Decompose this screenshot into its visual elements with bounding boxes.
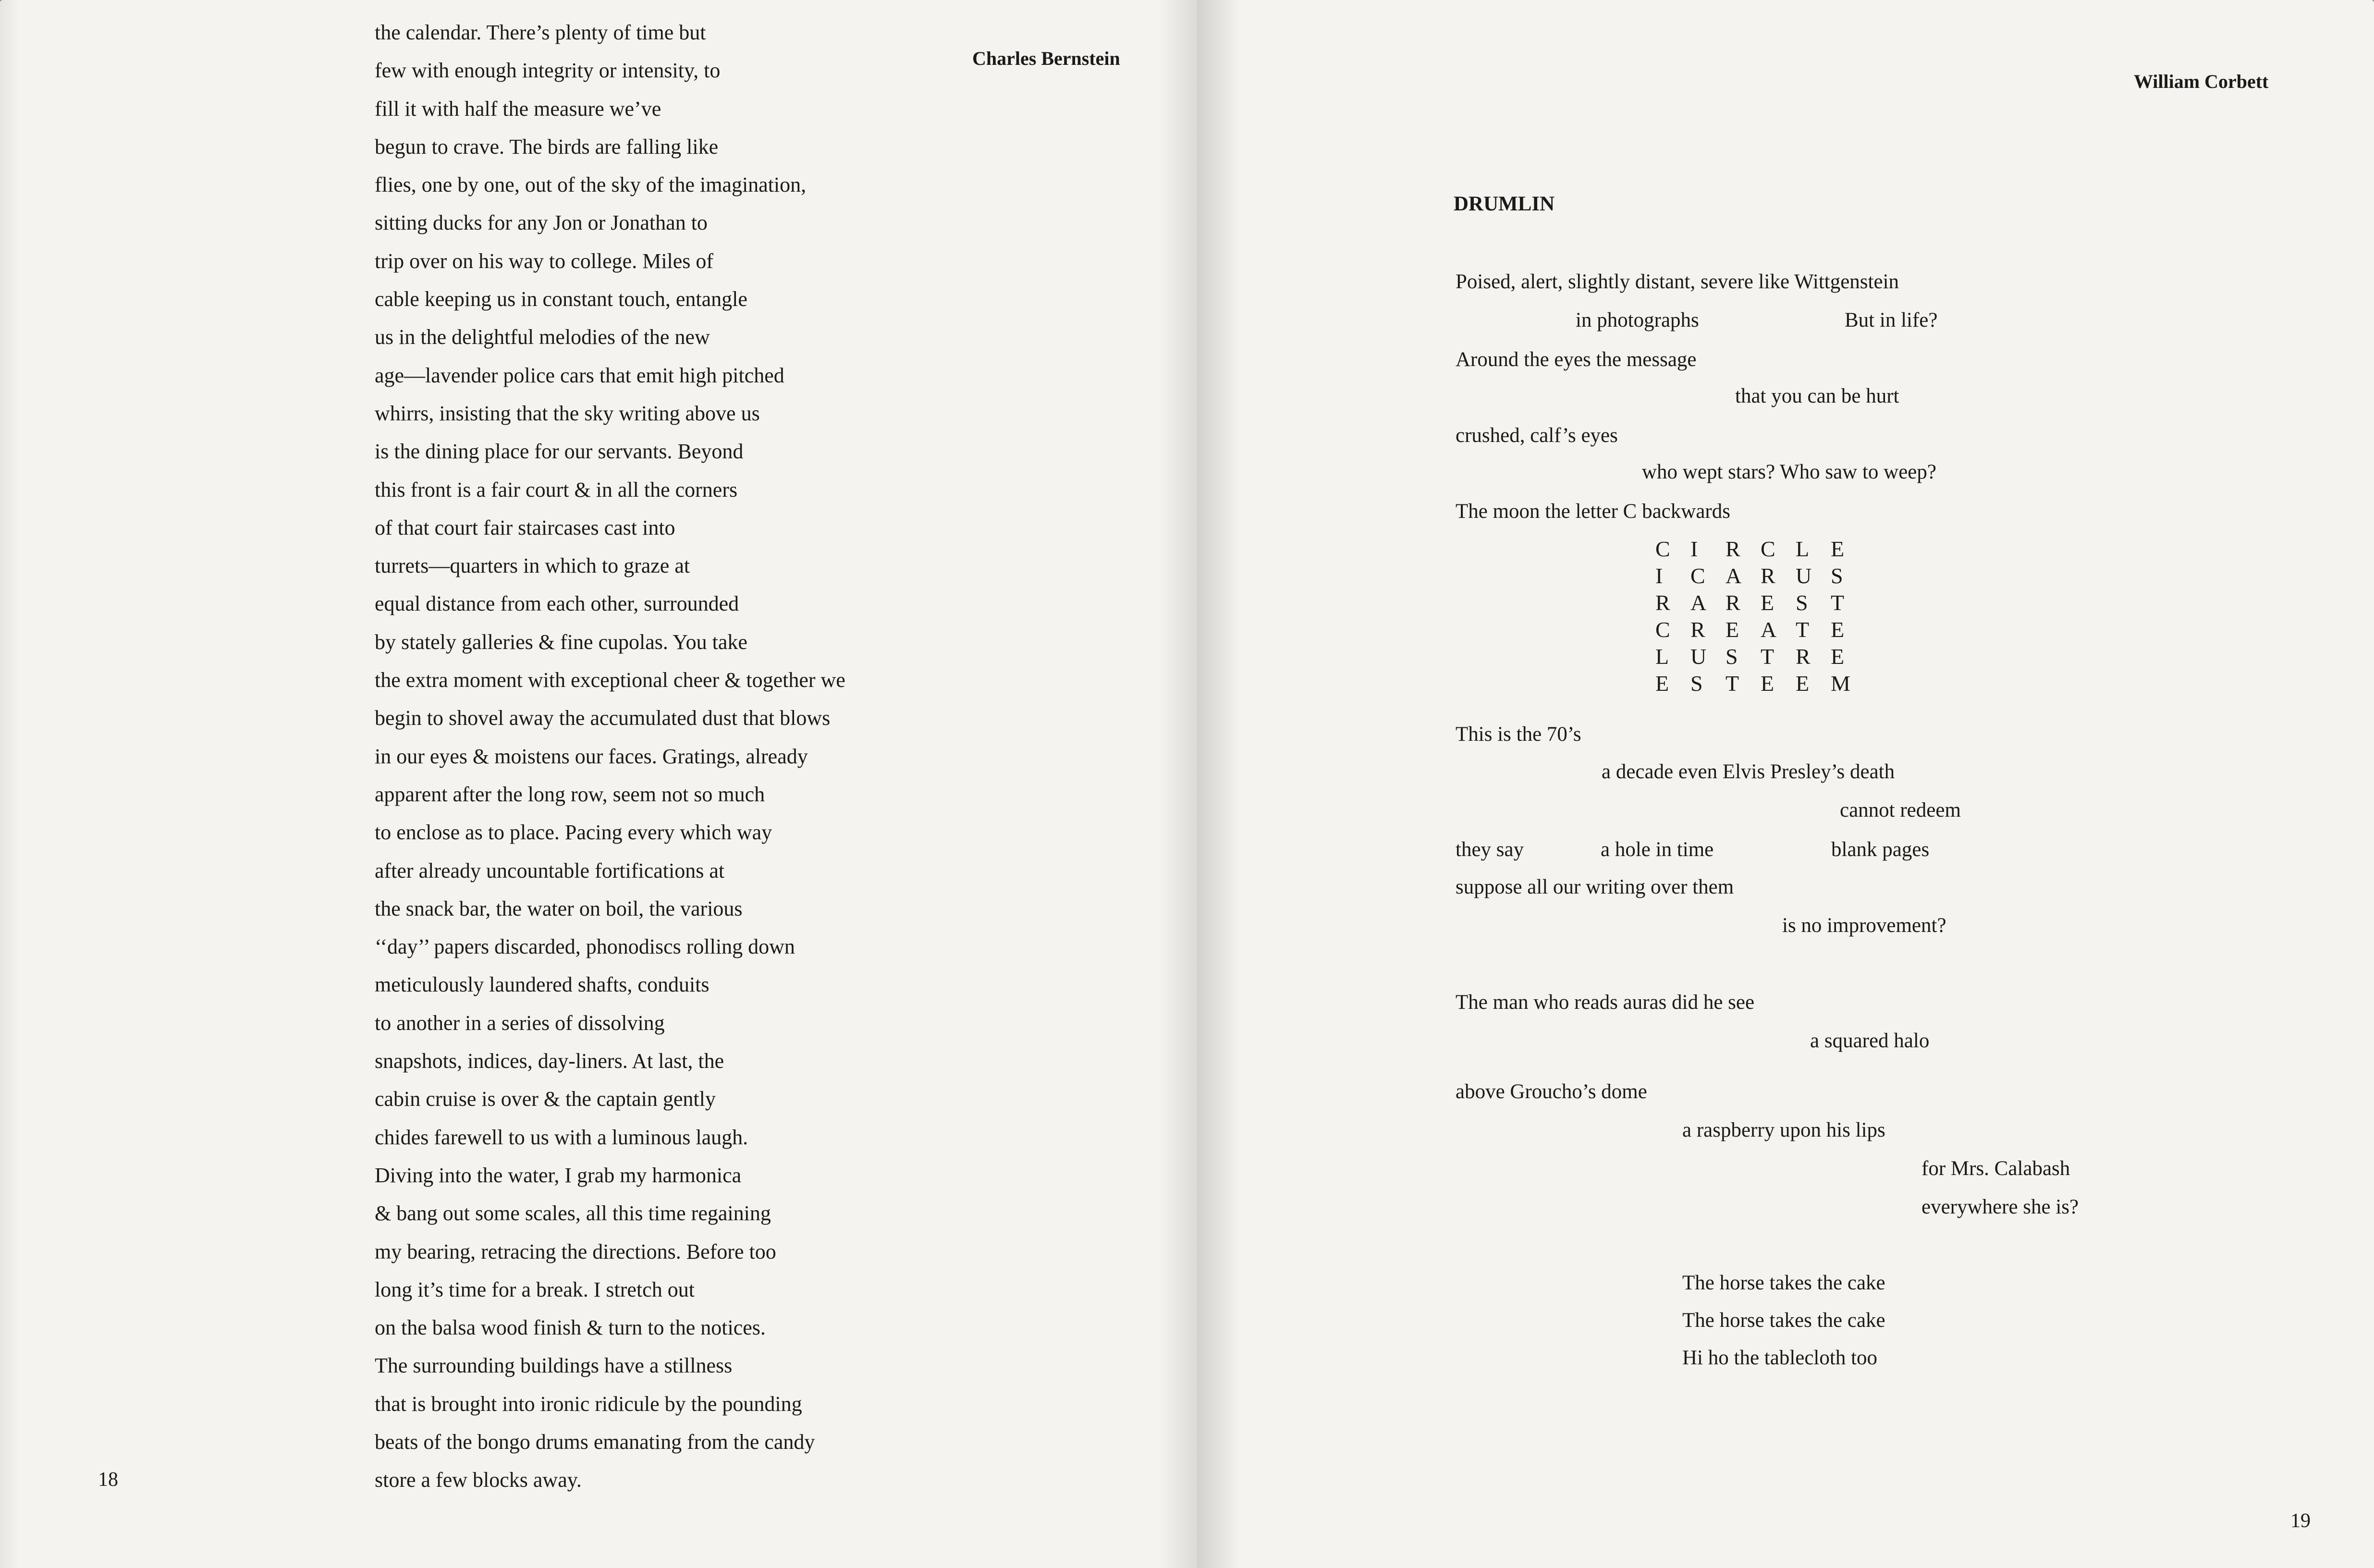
prose-line: trip over on his way to college. Miles of	[375, 249, 714, 273]
prose-line: Diving into the water, I grab my harmonica	[375, 1163, 742, 1187]
acrostic-letter: C	[1690, 564, 1705, 588]
prose-line: is the dining place for our servants. Beyond	[375, 440, 744, 464]
poem-line: blank pages	[1831, 838, 1930, 861]
acrostic-letter: C	[1655, 617, 1670, 642]
running-head-left: Charles Bernstein	[972, 48, 1120, 69]
acrostic-letter: R	[1690, 617, 1705, 642]
acrostic-letter: T	[1761, 644, 1774, 669]
gutter-shadow-right	[1197, 0, 1240, 1568]
prose-line: & bang out some scales, all this time regaining	[375, 1201, 771, 1225]
prose-line: the calendar. There’s plenty of time but	[375, 21, 706, 44]
acrostic-letter: L	[1796, 537, 1810, 561]
poem-line: they say	[1456, 838, 1524, 861]
prose-line: whirrs, insisting that the sky writing above us	[375, 401, 760, 425]
acrostic-letter: S	[1690, 671, 1703, 696]
prose-line: sitting ducks for any Jon or Jonathan to	[375, 211, 708, 235]
poem-line: The horse takes the cake	[1682, 1309, 1885, 1332]
acrostic-letter: L	[1655, 644, 1669, 669]
acrostic-letter: E	[1761, 671, 1774, 696]
acrostic-letter: S	[1725, 644, 1738, 669]
prose-line: that is brought into ironic ridicule by the pounding	[375, 1392, 802, 1416]
prose-line: begun to crave. The birds are falling like	[375, 135, 719, 159]
poem-line: who wept stars? Who saw to weep?	[1642, 461, 1936, 483]
poem-line: for Mrs. Calabash	[1921, 1157, 2070, 1180]
poem-line: a raspberry upon his lips	[1682, 1119, 1885, 1141]
page-edge-shadow	[0, 0, 19, 1568]
prose-line: begin to shovel away the accumulated dust that blows	[375, 706, 831, 730]
acrostic-letter: S	[1796, 590, 1808, 615]
prose-line: after already uncountable fortifications at	[375, 858, 725, 882]
poem-line: crushed, calf’s eyes	[1456, 424, 1618, 447]
poem-line: Hi ho the tablecloth too	[1682, 1347, 1878, 1369]
acrostic-letter: U	[1690, 644, 1707, 669]
prose-line: on the balsa wood finish & turn to the notices.	[375, 1316, 766, 1340]
prose-line: beats of the bongo drums emanating from the candy	[375, 1430, 815, 1454]
poem-line: The moon the letter C backwards	[1456, 500, 1730, 523]
poem-line: suppose all our writing over them	[1456, 876, 1734, 898]
prose-line: to another in a series of dissolving	[375, 1011, 665, 1035]
prose-line: apparent after the long row, seem not so much	[375, 782, 765, 806]
poem-title: DRUMLIN	[1454, 193, 1555, 215]
gutter-shadow-left	[1159, 0, 1197, 1568]
poem-line: The man who reads auras did he see	[1456, 991, 1755, 1014]
acrostic-row	[1655, 617, 1866, 642]
page-number-right: 19	[2290, 1510, 2311, 1532]
acrostic-letter: R	[1796, 644, 1811, 669]
poem-line: Around the eyes the message	[1456, 348, 1697, 371]
poem-line: Poised, alert, slightly distant, severe like Wittgenstein	[1456, 270, 1899, 293]
acrostic-letter: R	[1725, 537, 1740, 561]
poem-line: everywhere she is?	[1921, 1196, 2079, 1218]
prose-line: meticulously laundered shafts, conduits	[375, 973, 710, 997]
acrostic-letter: R	[1725, 590, 1740, 615]
acrostic-letter: E	[1655, 671, 1669, 696]
acrostic-letter: R	[1761, 564, 1775, 588]
acrostic-letter: I	[1690, 537, 1698, 561]
prose-line: the extra moment with exceptional cheer & together we	[375, 668, 845, 692]
prose-line: snapshots, indices, day-liners. At last, the	[375, 1049, 724, 1073]
prose-line: ‘‘day’’ papers discarded, phonodiscs rolling down	[375, 935, 795, 959]
poem-line: in photographs	[1576, 309, 1699, 331]
acrostic-row	[1655, 536, 1866, 562]
poem-line: is no improvement?	[1782, 914, 1946, 937]
right-page	[1197, 0, 2374, 1568]
prose-line: cable keeping us in constant touch, entangle	[375, 287, 747, 311]
prose-line: my bearing, retracing the directions. Before too	[375, 1239, 776, 1263]
acrostic-letter: E	[1796, 671, 1810, 696]
prose-line: by stately galleries & fine cupolas. You take	[375, 630, 747, 654]
prose-line: equal distance from each other, surrounded	[375, 592, 739, 616]
prose-text	[375, 13, 845, 1499]
prose-line: few with enough integrity or intensity, to	[375, 59, 721, 83]
prose-line: turrets—quarters in which to graze at	[375, 554, 690, 578]
acrostic-letter: R	[1655, 590, 1670, 615]
poem-line: a squared halo	[1810, 1029, 1930, 1052]
acrostic-letter: T	[1831, 590, 1845, 615]
acrostic-letter: A	[1761, 617, 1777, 642]
poem-line: But in life?	[1845, 309, 1938, 331]
poem-line: cannot redeem	[1840, 799, 1961, 821]
prose-line: age—lavender police cars that emit high pitched	[375, 363, 784, 387]
prose-line: the snack bar, the water on boil, the various	[375, 896, 743, 920]
poem-line: above Groucho’s dome	[1456, 1080, 1647, 1103]
prose-line: cabin cruise is over & the captain gently	[375, 1087, 716, 1111]
acrostic-letter: E	[1761, 590, 1774, 615]
poem-line: that you can be hurt	[1735, 385, 1899, 407]
poem-line: a decade even Elvis Presley’s death	[1602, 760, 1895, 783]
acrostic-letter: A	[1690, 590, 1707, 615]
acrostic-letter: C	[1761, 537, 1775, 561]
page-number-left: 18	[98, 1469, 118, 1491]
prose-line: in our eyes & moistens our faces. Gratings, already	[375, 744, 808, 768]
prose-line: us in the delightful melodies of the new	[375, 325, 710, 349]
acrostic-letter: M	[1831, 671, 1850, 696]
acrostic-letter: A	[1725, 564, 1742, 588]
prose-line: long it’s time for a break. I stretch out	[375, 1277, 695, 1301]
acrostic-letter: E	[1725, 617, 1739, 642]
acrostic-row	[1655, 671, 1866, 696]
poem-line: The horse takes the cake	[1682, 1272, 1885, 1294]
acrostic-letter: E	[1831, 537, 1845, 561]
acrostic-letter: E	[1831, 644, 1845, 669]
prose-line: of that court fair staircases cast into	[375, 515, 675, 539]
prose-line: chides farewell to us with a luminous laugh.	[375, 1125, 748, 1149]
prose-line: fill it with half the measure we’ve	[375, 97, 661, 121]
prose-line: store a few blocks away.	[375, 1468, 582, 1492]
poem-line: a hole in time	[1601, 838, 1714, 861]
prose-line: The surrounding buildings have a stillness	[375, 1354, 733, 1378]
acrostic-letter: C	[1655, 537, 1670, 561]
prose-line: flies, one by one, out of the sky of the imagination,	[375, 173, 807, 197]
acrostic-row	[1655, 563, 1866, 588]
acrostic-letter: U	[1796, 564, 1812, 588]
acrostic-letter: T	[1796, 617, 1810, 642]
acrostic-row	[1655, 590, 1866, 615]
acrostic-letter: T	[1725, 671, 1739, 696]
acrostic-letter: I	[1655, 564, 1663, 588]
poem-line: This is the 70’s	[1456, 723, 1581, 746]
acrostic-letter: S	[1831, 564, 1843, 588]
running-head-right: William Corbett	[2134, 71, 2269, 92]
acrostic-letter: E	[1831, 617, 1845, 642]
acrostic-row	[1655, 644, 1866, 669]
prose-line: to enclose as to place. Pacing every which way	[375, 821, 772, 845]
prose-line: this front is a fair court & in all the corners	[375, 478, 738, 502]
